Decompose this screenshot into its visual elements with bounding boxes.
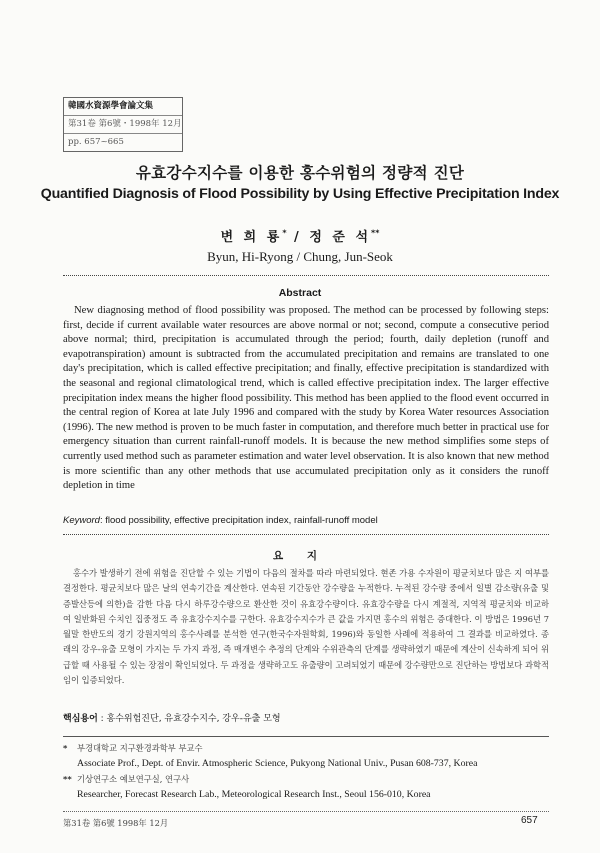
page-number: 657 [521,815,538,826]
footnote-1-mark: * [63,743,68,753]
footnote-1 [63,742,549,769]
footnote-2-en: Researcher, Forecast Research Lab., Meteorological Research Inst., Seoul 156-010, Korea [77,789,431,800]
journal-pages: pp. 657~665 [68,137,124,147]
journal-volume: 第31卷 第6號・1998年 12月 [64,116,182,134]
author-separator: / [286,230,310,245]
core-keywords-label: 핵심용어 [63,714,98,724]
korean-authors [0,226,600,245]
footnote-1-ko: 부경대학교 지구환경과학부 부교수 [77,743,203,753]
english-title: Quantified Diagnosis of Flood Possibility by Using Effective Precipitation Index [40,186,560,202]
keywords-text: : flood possibility, effective precipitation index, rainfall-runoff model [99,515,378,526]
korean-title: 유효강수지수를 이용한 홍수위험의 정량적 진단 [135,164,465,182]
divider-mid [63,534,549,535]
author-2-mark: ** [371,228,380,238]
korean-abstract-heading: 요 지 [273,550,327,562]
footer-issue: 第31卷 第6號 1998年 12月 [63,818,169,828]
footnote-2-mark: ** [63,774,72,784]
author-1-ko: 변 희 룡 [220,230,283,245]
keywords-label: Keyword [63,515,100,526]
core-keywords-line [63,711,549,724]
journal-name: 韓國水資源學會論文集 [64,98,182,116]
footer-divider [63,811,549,812]
author-2-ko: 정 준 석 [309,230,372,245]
footnote-2 [63,773,549,800]
english-authors: Byun, Hi-Ryong / Chung, Jun-Seok [207,249,393,264]
core-keywords-text: : 홍수위험진단, 유효강수지수, 강우-유출 모형 [97,714,281,724]
abstract-body: New diagnosing method of flood possibility was proposed. The method can be processed by following steps: first, decide if current available water resources are above normal or not; second, compute a consecutive period above normal; third, precipitation is accumulated through the period; fourth, daily depletion (runoff and evapotranspiration) amount is subtracted from the accumulated precipitation and remains are translated to one day's precipitation, which is called effective precipitation; and finally, effective precipitation is standardized with the seasonal and regional climatological trend, which is called effective precipitation index. The larger effective precipitation index means the higher flood possibility. This method has been applied to the flood event occurred in the central region of Korea at late July 1996 and compared with the study by Korea Water resources Association (1996). The new method is proven to be much faster in computation, and therefore much better in practical use for emergency situation than current rainfall-runoff models. It is because the new method simplifies some steps of currently used method such as parameter estimation and water level observation. It is also known that new method is more scientific than any other methods that use accumulated precipitation only as it considers the runoff depletion in time [63,305,549,492]
keywords-line [63,515,549,526]
footnote-divider [63,736,549,737]
journal-info-box [63,97,183,152]
author-1-mark: * [282,228,287,238]
abstract-heading: Abstract [278,287,322,299]
footnote-1-en: Associate Prof., Dept. of Envir. Atmospheric Science, Pukyong National Univ., Pusan 608-737, Korea [77,758,478,769]
korean-abstract-body: 홍수가 발생하기 전에 위험을 진단할 수 있는 기법이 다음의 절차를 따라 마련되었다. 현존 가용 수자원이 평균치보다 많은 지 여부를 결정한다. 평균치보다 많은 날의 연속기간을 계산한다. 연속된 기간동안 강수량을 누적한다. 누적된 강수량 중에서 일별 감소량(유출 및 증발산등에 의한)을 감한 다음 다시 하루강수량으로 환산한 것이 유효강수량이다. 유효강수량을 다시 계절적, 지역적 평균치와 비교하여 일반화된 수치인 집중정도 즉 유효강수지수를 구한다. 유효강수지수가 큰 값을 가지면 홍수의 위험은 증대한다. 이 방법은 1996년 7월말 한반도의 경기 강원지역의 홍수사례를 분석한 연구(한국수자원학회, 1996)와 동일한 사례에 적용하여 그 결과를 비교하였다. 종래의 강우-유출 모형이 가지는 두 가지 과정, 즉 매개변수 추정의 단계와 수위관측의 단계를 생략하였기 때문에 계산이 신속하게 되어 위급할 때 사용될 수 있는 장점이 확인되었다. 두 과정을 생략하고도 유출량이 고려되었기 때문에 강수량만으로 진단하는 방법보다 과학적임이 입증되었다. [63,568,549,686]
footnote-2-ko: 기상연구소 예보연구실, 연구사 [77,774,190,784]
divider-top [63,275,549,276]
